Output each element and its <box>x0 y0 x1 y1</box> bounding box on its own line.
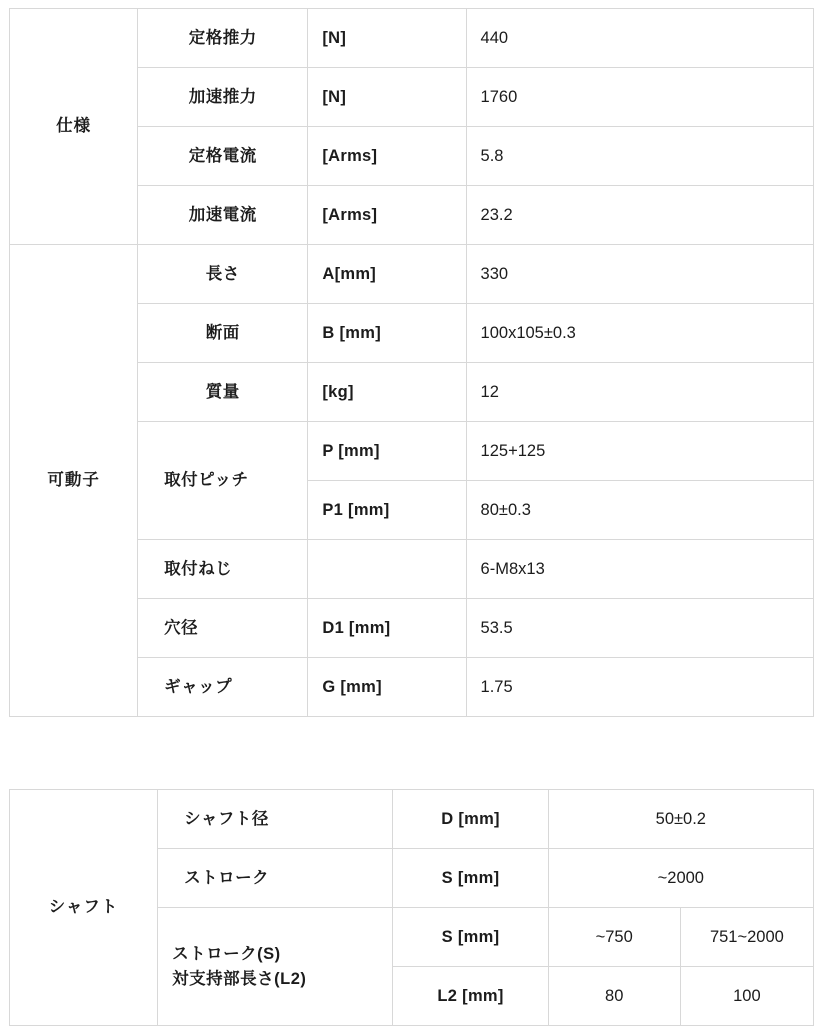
group-label-spec: 仕様 <box>10 9 138 245</box>
symbol-label: S [mm] <box>393 849 548 908</box>
symbol-label: [N] <box>308 9 466 68</box>
value-cell: 12 <box>466 363 813 422</box>
symbol-label: G [mm] <box>308 658 466 717</box>
symbol-label: P1 [mm] <box>308 481 466 540</box>
table-row <box>10 245 814 304</box>
item-label: 加速電流 <box>138 186 308 245</box>
item-label: 取付ねじ <box>138 540 308 599</box>
symbol-label: A[mm] <box>308 245 466 304</box>
value-cell: 80 <box>548 967 680 1026</box>
value-cell: ~2000 <box>548 849 813 908</box>
item-label: シャフト径 <box>158 790 393 849</box>
symbol-label: [kg] <box>308 363 466 422</box>
symbol-label: P [mm] <box>308 422 466 481</box>
value-cell: 5.8 <box>466 127 813 186</box>
value-cell: 440 <box>466 9 813 68</box>
value-cell: 751~2000 <box>680 908 813 967</box>
symbol-label: L2 [mm] <box>393 967 548 1026</box>
item-label: 質量 <box>138 363 308 422</box>
value-cell: 23.2 <box>466 186 813 245</box>
symbol-label: [N] <box>308 68 466 127</box>
value-cell: 50±0.2 <box>548 790 813 849</box>
item-label-line1: ストローク(S) <box>172 944 281 963</box>
item-label-stroke-support <box>158 908 393 1026</box>
item-label-mount-pitch: 取付ピッチ <box>138 422 308 540</box>
symbol-label: S [mm] <box>393 908 548 967</box>
symbol-label: D [mm] <box>393 790 548 849</box>
specification-table <box>9 8 814 717</box>
group-label-mover: 可動子 <box>10 245 138 717</box>
item-label: 長さ <box>138 245 308 304</box>
symbol-label: B [mm] <box>308 304 466 363</box>
value-cell: 80±0.3 <box>466 481 813 540</box>
shaft-table <box>9 789 814 1026</box>
value-cell: ~750 <box>548 908 680 967</box>
table-row <box>10 9 814 68</box>
value-cell: 330 <box>466 245 813 304</box>
item-label: 穴径 <box>138 599 308 658</box>
item-label: ギャップ <box>138 658 308 717</box>
symbol-label: D1 [mm] <box>308 599 466 658</box>
item-label: 断面 <box>138 304 308 363</box>
item-label: 定格推力 <box>138 9 308 68</box>
group-label-shaft: シャフト <box>10 790 158 1026</box>
symbol-label <box>308 540 466 599</box>
item-label-line2: 対支持部長さ(L2) <box>172 969 307 988</box>
item-label: ストローク <box>158 849 393 908</box>
table-row <box>10 790 814 849</box>
value-cell: 125+125 <box>466 422 813 481</box>
item-label: 定格電流 <box>138 127 308 186</box>
symbol-label: [Arms] <box>308 186 466 245</box>
item-label: 加速推力 <box>138 68 308 127</box>
value-cell: 6-M8x13 <box>466 540 813 599</box>
symbol-label: [Arms] <box>308 127 466 186</box>
value-cell: 100x105±0.3 <box>466 304 813 363</box>
value-cell: 1760 <box>466 68 813 127</box>
value-cell: 53.5 <box>466 599 813 658</box>
value-cell: 100 <box>680 967 813 1026</box>
value-cell: 1.75 <box>466 658 813 717</box>
